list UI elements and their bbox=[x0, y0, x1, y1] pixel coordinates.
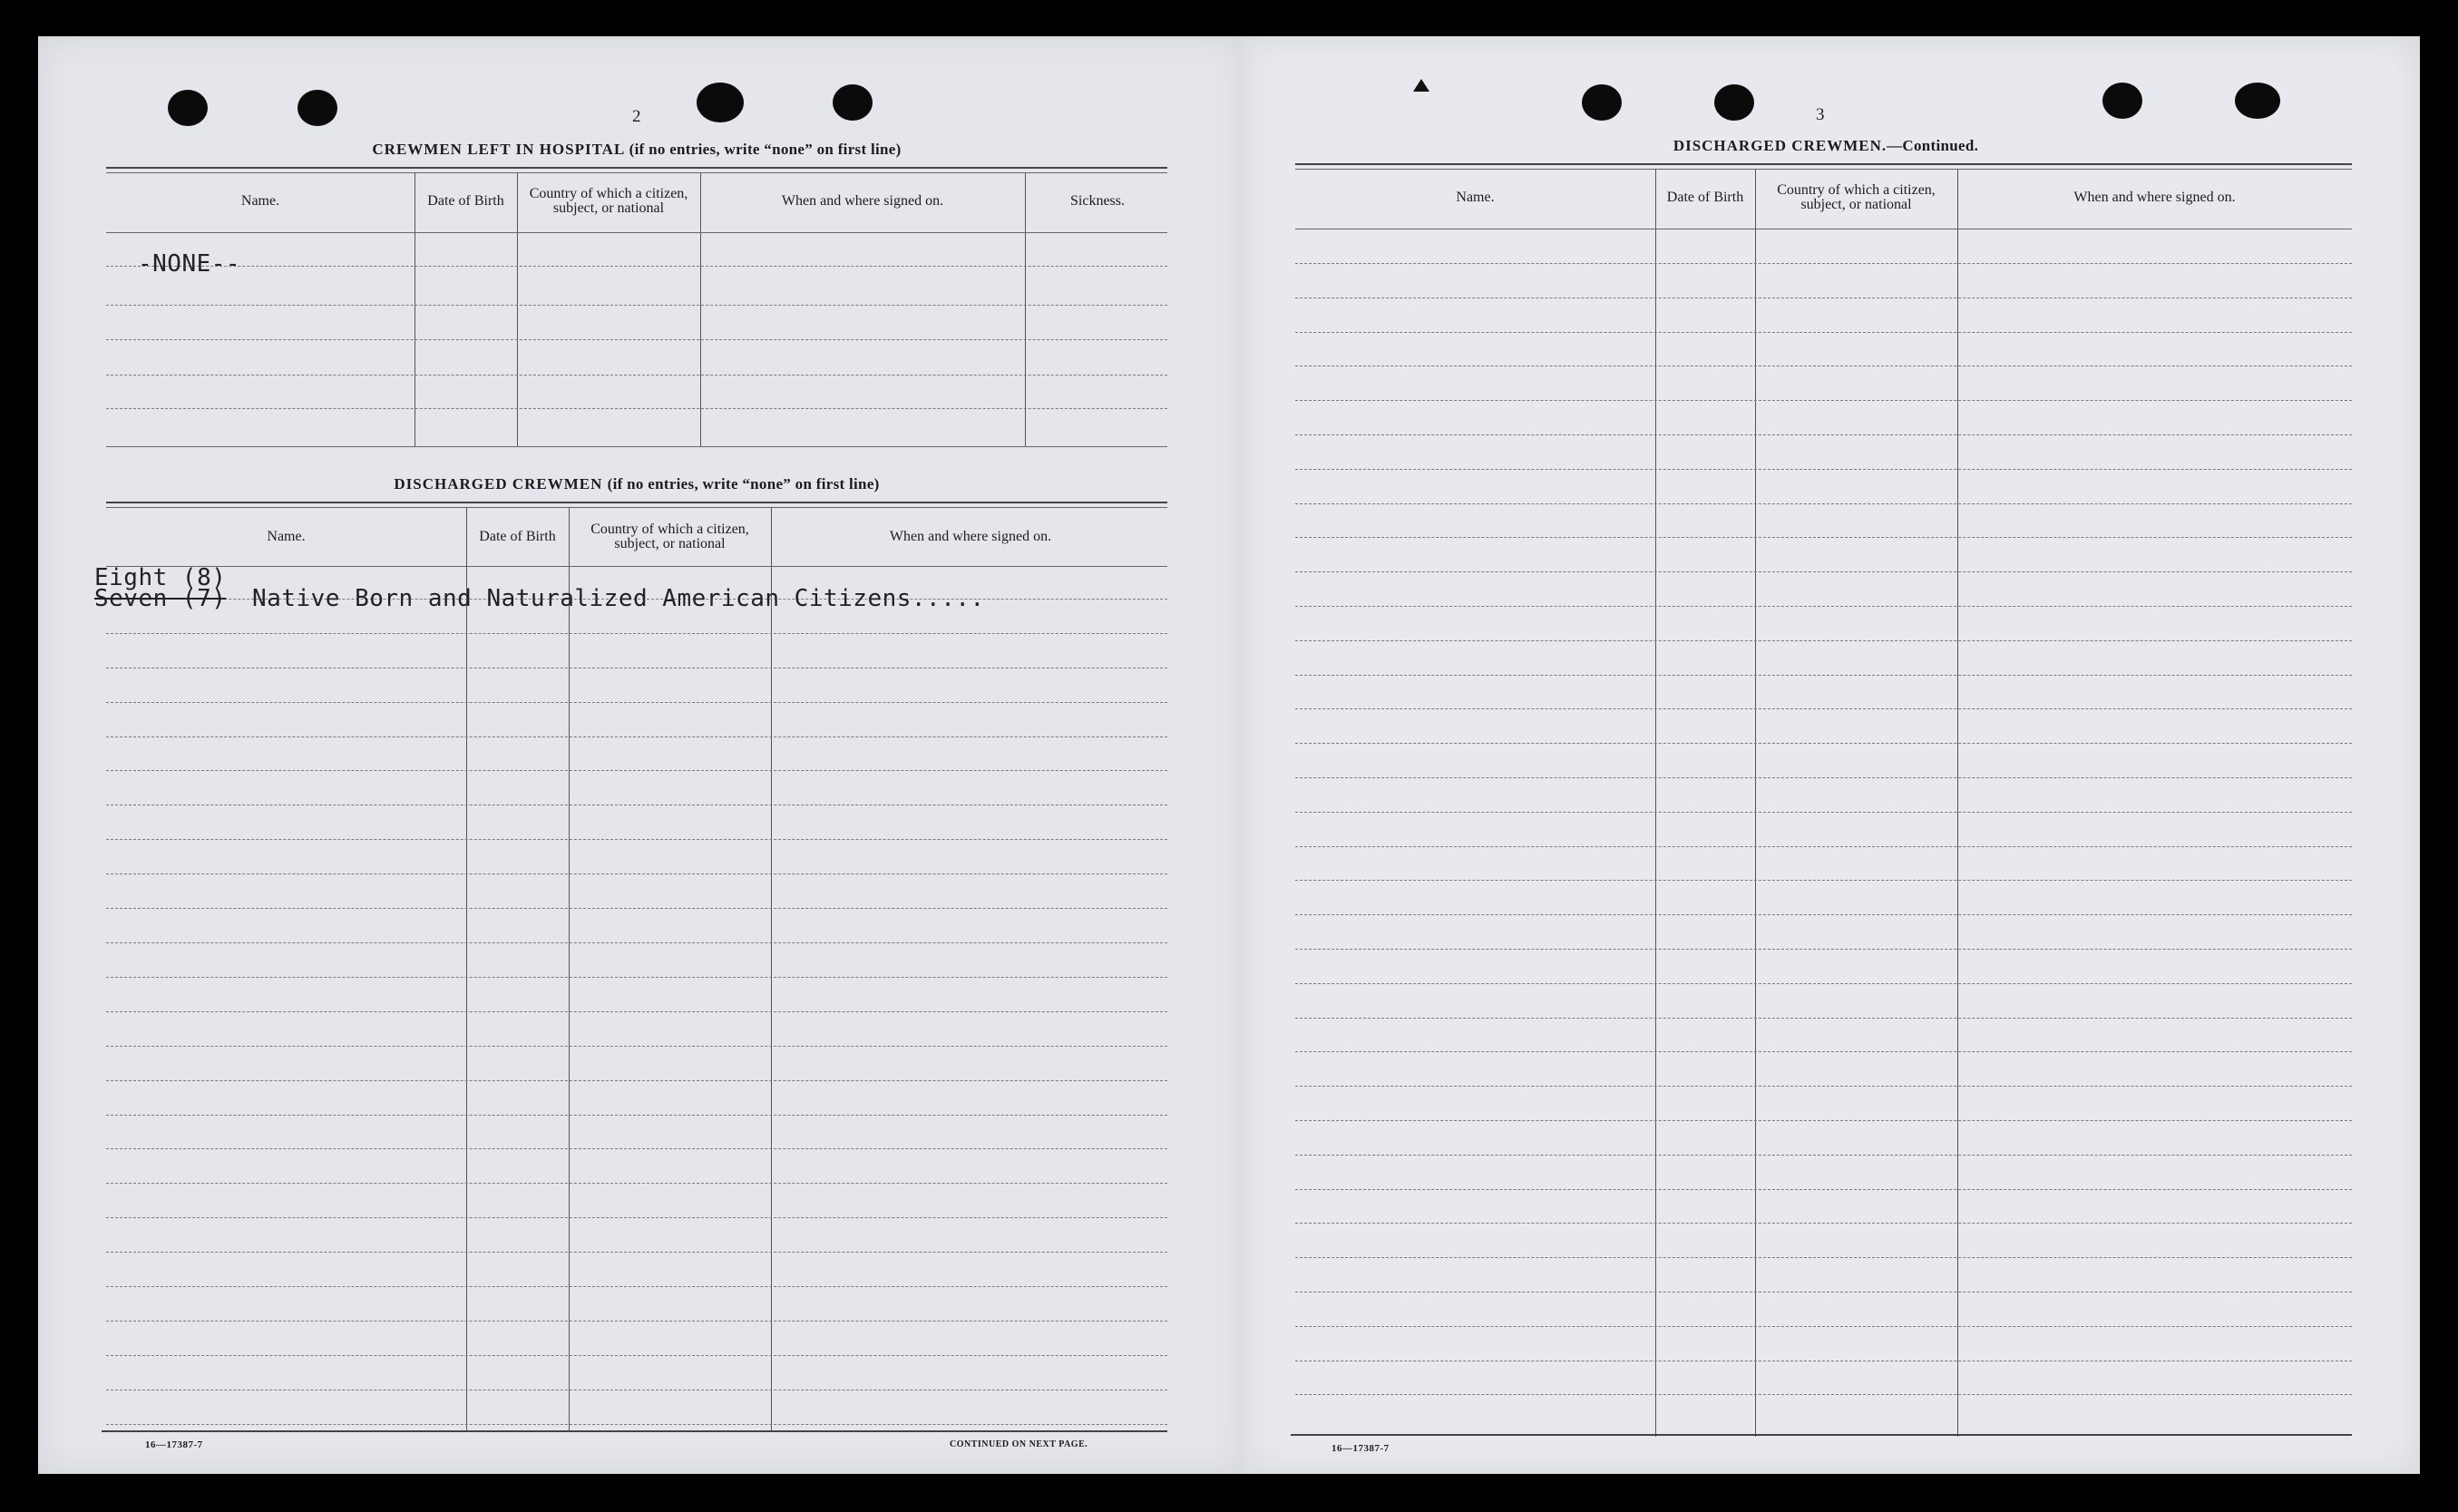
entry-line bbox=[106, 339, 1167, 340]
punch-hole bbox=[1582, 84, 1622, 121]
entry-line bbox=[106, 305, 1167, 306]
column-header-signed-on: When and where signed on. bbox=[889, 529, 1052, 544]
entry-line bbox=[1295, 880, 2352, 881]
column-header-date-of-birth: Date of Birth bbox=[427, 193, 504, 209]
column-header-country: Country of which a citizen, subject, or national bbox=[1777, 182, 1936, 212]
entry-line bbox=[1295, 1292, 2352, 1293]
discharged-entry-struck: Seven (7) bbox=[94, 585, 227, 612]
entry-line bbox=[1295, 503, 2352, 504]
entry-line bbox=[106, 1321, 1167, 1322]
entry-line bbox=[1295, 743, 2352, 744]
punch-hole bbox=[1714, 84, 1754, 121]
left-page bbox=[38, 36, 1244, 1474]
entry-line bbox=[106, 1286, 1167, 1287]
table-rule bbox=[106, 507, 1167, 508]
form-number: 16—17387-7 bbox=[145, 1439, 203, 1450]
hospital-title-text: CREWMEN LEFT IN HOSPITAL bbox=[372, 141, 625, 158]
page-number: 2 bbox=[632, 107, 641, 126]
entry-line bbox=[1295, 400, 2352, 401]
column-header-signed-on: When and where signed on. bbox=[2073, 190, 2236, 205]
discharged-section-title bbox=[106, 475, 1167, 493]
punch-hole bbox=[697, 83, 744, 122]
entry-line bbox=[1295, 1326, 2352, 1327]
table-rule bbox=[106, 502, 1167, 503]
continued-note: CONTINUED ON NEXT PAGE. bbox=[950, 1439, 1088, 1449]
entry-line bbox=[106, 1080, 1167, 1081]
entry-line bbox=[106, 908, 1167, 909]
entry-line bbox=[106, 839, 1167, 840]
entry-line bbox=[1295, 777, 2352, 778]
punch-hole bbox=[2102, 83, 2142, 119]
table-bottom-rule bbox=[1291, 1434, 2352, 1436]
entry-line bbox=[106, 1424, 1167, 1425]
column-header-date-of-birth: Date of Birth bbox=[1666, 190, 1744, 205]
entry-line bbox=[1295, 571, 2352, 572]
entry-line bbox=[106, 977, 1167, 978]
entry-line bbox=[106, 1046, 1167, 1047]
entry-line bbox=[106, 736, 1167, 737]
entry-line bbox=[1295, 1120, 2352, 1121]
header-rule bbox=[106, 566, 1167, 567]
column-header-country: Country of which a citizen, subject, or national bbox=[529, 186, 688, 216]
entry-line bbox=[106, 1355, 1167, 1356]
entry-line bbox=[106, 770, 1167, 771]
entry-line bbox=[1295, 1086, 2352, 1087]
entry-line bbox=[1295, 469, 2352, 470]
table-rule bbox=[106, 167, 1167, 169]
entry-line bbox=[106, 873, 1167, 874]
entry-line bbox=[1295, 332, 2352, 333]
entry-line bbox=[106, 1252, 1167, 1253]
column-header-name: Name. bbox=[1456, 190, 1495, 205]
column-divider bbox=[1655, 169, 1656, 1437]
entry-line bbox=[106, 1011, 1167, 1012]
entry-line bbox=[106, 633, 1167, 634]
entry-line bbox=[106, 375, 1167, 376]
hospital-section-title bbox=[106, 141, 1167, 159]
entry-line bbox=[1295, 812, 2352, 813]
entry-line bbox=[1295, 1155, 2352, 1156]
punch-hole bbox=[2235, 83, 2280, 119]
entry-line bbox=[106, 408, 1167, 409]
column-header-date-of-birth: Date of Birth bbox=[479, 529, 556, 544]
column-header-country: Country of which a citizen, subject, or national bbox=[590, 522, 749, 551]
entry-line bbox=[106, 942, 1167, 943]
column-divider bbox=[1957, 169, 1958, 1437]
column-divider bbox=[771, 507, 772, 1430]
entry-line bbox=[1295, 983, 2352, 984]
entry-line bbox=[1295, 640, 2352, 641]
table-bottom-rule bbox=[106, 446, 1167, 447]
discharged-entry-description: Native Born and Naturalized American Citizens..... bbox=[252, 585, 985, 612]
entry-line bbox=[106, 1183, 1167, 1184]
entry-line bbox=[106, 1217, 1167, 1218]
column-divider bbox=[466, 507, 467, 1430]
entry-line bbox=[1295, 1189, 2352, 1190]
entry-line bbox=[1295, 846, 2352, 847]
page-number: 3 bbox=[1816, 105, 1825, 124]
header-rule bbox=[106, 232, 1167, 233]
form-number: 16—17387-7 bbox=[1331, 1443, 1390, 1454]
entry-line bbox=[1295, 1223, 2352, 1224]
right-page bbox=[1241, 36, 2420, 1474]
entry-line bbox=[1295, 1051, 2352, 1052]
entry-line bbox=[1295, 675, 2352, 676]
table-rule bbox=[1295, 163, 2352, 165]
entry-line bbox=[1295, 1394, 2352, 1395]
entry-line bbox=[1295, 914, 2352, 915]
punch-hole bbox=[297, 90, 337, 126]
hospital-entry-none: -NONE-- bbox=[138, 250, 241, 278]
discharged-entry-count: Eight (8) bbox=[94, 564, 227, 591]
table-rule bbox=[106, 172, 1167, 173]
column-header-name: Name. bbox=[267, 529, 306, 544]
punch-hole bbox=[833, 84, 873, 121]
continued-subtitle-text: —Continued. bbox=[1887, 137, 1979, 154]
column-divider bbox=[1755, 169, 1756, 1437]
column-divider bbox=[569, 507, 570, 1430]
entry-line bbox=[106, 1148, 1167, 1149]
discharged-subtitle-text: (if no entries, write “none” on first line) bbox=[607, 475, 880, 493]
entry-line bbox=[106, 266, 1167, 267]
column-header-signed-on: When and where signed on. bbox=[781, 193, 944, 209]
ink-mark bbox=[1413, 79, 1429, 92]
entry-line bbox=[1295, 434, 2352, 435]
table-rule bbox=[1295, 169, 2352, 170]
entry-line bbox=[1295, 708, 2352, 709]
entry-line bbox=[1295, 1257, 2352, 1258]
discharged-title-text: DISCHARGED CREWMEN bbox=[394, 475, 603, 493]
column-header-sickness: Sickness. bbox=[1070, 193, 1125, 209]
entry-line bbox=[1295, 537, 2352, 538]
punch-hole bbox=[168, 90, 208, 126]
hospital-subtitle-text: (if no entries, write “none” on first line) bbox=[629, 141, 902, 158]
entry-line bbox=[106, 1115, 1167, 1116]
entry-line bbox=[1295, 606, 2352, 607]
entry-line bbox=[1295, 263, 2352, 264]
entry-line bbox=[1295, 949, 2352, 950]
discharged-continued-title-text: DISCHARGED CREWMEN. bbox=[1673, 137, 1887, 154]
entry-line bbox=[106, 702, 1167, 703]
column-header-name: Name. bbox=[240, 193, 280, 209]
table-bottom-rule bbox=[102, 1430, 1167, 1432]
entry-line bbox=[1295, 1018, 2352, 1019]
discharged-continued-title bbox=[1295, 137, 2356, 155]
